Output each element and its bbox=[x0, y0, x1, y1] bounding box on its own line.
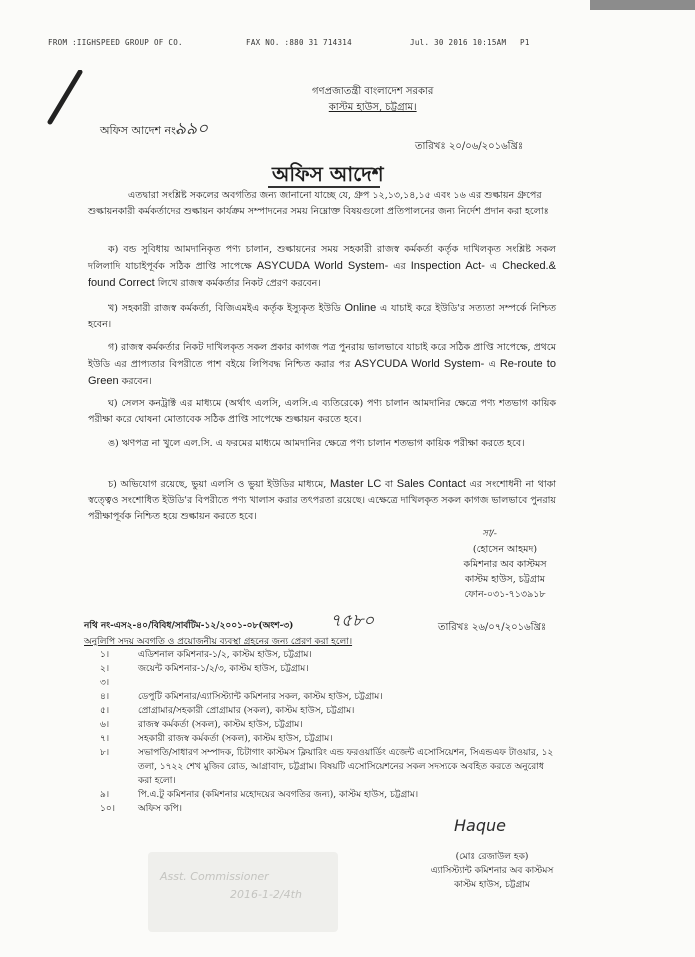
list-item-number: ৬। bbox=[100, 720, 110, 730]
assistant-commissioner-designation: এ্যাসিস্ট্যান্ট কমিশনার অব কাস্টমস bbox=[430, 866, 554, 876]
assistant-commissioner-name: (মোঃ রেজাউল হক) bbox=[455, 852, 529, 862]
fax-date: Jul. 30 2016 10:15AM bbox=[410, 38, 507, 47]
list-item-number: ৩। bbox=[100, 678, 110, 688]
clause-umo bbox=[88, 436, 556, 452]
list-item-text: এডিশনাল কমিশনার-১/২, কাস্টম হাউস, চট্টগ্রাম। bbox=[138, 650, 312, 660]
list-item bbox=[100, 732, 560, 746]
office-address: কাস্টম হাউস, চট্টগ্রাম। bbox=[328, 102, 417, 113]
clause-cha bbox=[88, 476, 556, 525]
assistant-commissioner-signature: Haque bbox=[454, 816, 506, 835]
order-number-label: অফিস আদেশ নং- bbox=[100, 124, 180, 137]
list-item bbox=[100, 690, 560, 704]
scan-edge-mark bbox=[590, 0, 695, 10]
list-item-number: ৯। bbox=[100, 790, 110, 800]
list-item bbox=[100, 802, 560, 816]
list-item bbox=[100, 746, 560, 788]
clause-ga-text-3: এ bbox=[488, 359, 496, 370]
fax-number: FAX NO. :880 31 714314 bbox=[246, 38, 352, 47]
list-item-text: সভাপতি/সাধারণ সম্পাদক, চিটাগাং কাস্টমস ক্লিয়ারিং এন্ড ফরওয়ার্ডিং এজেন্ট এসোসিয়েশন, সিএন্ডএফ টাওয়ার, ১২ তলা, ১৭২২ শেখ মুজিব রোড, আগ্রাবাদ, চট্টগ্রাম। বিষয়টি এসোসিয়েশনের সকল সদস্যকে অবহিত করতে অনুরোধ করা হলো। bbox=[138, 748, 554, 786]
commissioner-initial: সা/- bbox=[482, 529, 497, 539]
clause-gha bbox=[88, 396, 556, 428]
government-header bbox=[312, 84, 433, 116]
commissioner-office: কাস্টম হাউস, চট্টগ্রাম bbox=[464, 574, 546, 585]
list-item-number: ২। bbox=[100, 664, 110, 674]
clause-ka bbox=[88, 242, 556, 292]
file-number-handwritten: ৭৫৮০ bbox=[330, 611, 375, 631]
commissioner-signature-block bbox=[405, 542, 605, 602]
clause-umo-text: ঙ) ঋণপত্র না খুলে এল.সি. এ ফরমের মাধ্যমে আমদানির ক্ষেত্রে পণ্য চালান শতভাগ কায়িক পরীক্ষা করতে হবে। bbox=[108, 438, 525, 449]
commissioner-name: (হোসেন আহমদ) bbox=[472, 544, 538, 555]
copy-intro: অনুলিপি সদয় অবগতি ও প্রয়োজনীয় ব্যবস্থা গ্রহনের জন্য প্রেরণ করা হলো। bbox=[84, 637, 353, 647]
faded-stamp-text-2: 2016-1-2/4th bbox=[230, 888, 302, 901]
clause-ka-text-7: লিখে রাজস্ব কর্মকর্তার নিকট প্রেরণ করবেন। bbox=[157, 278, 321, 289]
clause-cha-text-5: এর সংশোধনী না থাকা স্বত্ত্বেও সংশোধিত ইউডি'র বিপরীতে পণ্য খালাস করার তৎপরতা রয়েছে। এক্ষেত্রে দাখিলকৃত সকল কাগজ ভালভাবে পুনরায় পরীক্ষাপূর্বক নিশ্চিত হয়ে শুল্কায়ন করতে হবে। bbox=[88, 479, 557, 522]
fax-page: P1 bbox=[520, 38, 530, 47]
list-item-number: ৭। bbox=[100, 734, 110, 744]
clause-ga-text-2: ASYCUDA World System- bbox=[354, 358, 485, 370]
document-heading: অফিস আদেশ bbox=[272, 162, 384, 186]
list-item bbox=[100, 704, 560, 718]
list-item bbox=[100, 676, 560, 690]
clause-ka-text-5: এ bbox=[489, 261, 498, 272]
assistant-commissioner-office: কাস্টম হাউস, চট্টগ্রাম bbox=[454, 880, 530, 890]
order-number-handwritten: ৯৯০ bbox=[175, 119, 209, 139]
pen-slash-mark bbox=[44, 70, 84, 125]
clause-kha-text-3: এ যাচাই করে ইউডি'র সত্যতা সম্পর্কে নিশ্চিত হবেন। bbox=[88, 303, 556, 330]
clause-ka-text-1: ক) বন্ড সুবিধায় আমদানিকৃত পণ্য চালান, শুল্কায়নের সময় সহকারী রাজস্ব কর্মকর্তা কর্তৃক দাখিলকৃত সংশ্লিষ্ট সকল দলিলাদি যাচাইপূর্বক সঠিক প্রাপ্তি সাপেক্ষে bbox=[88, 244, 556, 272]
list-item-number: ১০। bbox=[100, 804, 115, 814]
file-number: নথি নং-এস২-৪০/বিবিধ/সার্বটিম-১২/২০০১-০৮(অংশ-৩) bbox=[84, 621, 294, 631]
list-item-text: পি.এ.টু কমিশনার (কমিশনার মহোদয়ের অবগতির জন্য), কাস্টম হাউস, চট্টগ্রাম। bbox=[138, 790, 419, 800]
clause-ka-text-2: ASYCUDA World System- bbox=[256, 260, 389, 272]
clause-cha-text-3: বা bbox=[385, 479, 394, 490]
copy-date: তারিখঃ ২৬/০৭/২০১৬খ্রিঃ bbox=[438, 622, 547, 633]
commissioner-phone: ফোন-০৩১-৭১৩৯১৮ bbox=[464, 589, 546, 600]
list-item bbox=[100, 788, 560, 802]
government-name: গণপ্রজাতন্ত্রী বাংলাদেশ সরকার bbox=[312, 86, 434, 97]
list-item-number: ৫। bbox=[100, 706, 110, 716]
copy-recipients-list bbox=[100, 648, 560, 816]
clause-kha-text-2: Online bbox=[344, 302, 377, 314]
list-item-number: ৪। bbox=[100, 692, 110, 702]
clause-kha bbox=[88, 300, 556, 333]
faded-stamp-text: Asst. Commissioner bbox=[160, 870, 269, 883]
intro-paragraph: এতদ্বারা সংশ্লিষ্ট সকলের অবগতির জন্য জানানো যাচ্ছে যে, গ্রুপ ১২,১৩,১৪,১৫ এবং ১৬ এর শুল্কায়ন গ্রুপের শুল্কায়নকারী কর্মকর্তাদের শুল্কায়ন কার্যক্রম সম্পাদনের সময় নিম্নোক্ত বিষয়গুলো প্রতিপালনের জন্য নির্দেশ প্রদান করা হলোঃ bbox=[88, 190, 549, 217]
list-item-text: প্রোগ্রামার/সহকারী প্রোগ্রামার (সকল), কাস্টম হাউস, চট্টগ্রাম। bbox=[138, 706, 355, 716]
list-item-text: ডেপুটি কমিশনার/এ্যাসিস্ট্যান্ট কমিশনার সকল, কাস্টম হাউস, চট্টগ্রাম। bbox=[138, 692, 383, 702]
order-date: তারিখঃ ২০/০৬/২০১৬খ্রিঃ bbox=[415, 141, 524, 152]
list-item-text: রাজস্ব কর্মকর্তা (সকল), কাস্টম হাউস, চট্টগ্রাম। bbox=[138, 720, 303, 730]
list-item-text bbox=[138, 678, 141, 688]
list-item bbox=[100, 662, 560, 676]
clause-cha-text-4: Sales Contact bbox=[396, 478, 466, 490]
clause-cha-text-1: চ) অভিযোগ রয়েছে, ভুয়া এলসি ও ভুয়া ইউডির মাধ্যমে, bbox=[108, 479, 327, 490]
clause-ga-text-5: করবেন। bbox=[121, 376, 152, 387]
clause-ga-text-1: গ) রাজস্ব কর্মকর্তার নিকট দাখিলকৃত সকল প্রকার কাগজ পত্র পুনরায় ভালভাবে যাচাই করে সঠিক প্রাপ্তি সাপেক্ষে, প্রথমে ইউডি এর প্রাপ্যতার বিপরীতে পাশ বইয়ে লিপিবদ্ধ নিশ্চিত করার পর bbox=[88, 342, 556, 370]
clause-cha-text-2: Master LC bbox=[329, 478, 382, 490]
clause-ka-text-3: এর bbox=[393, 261, 406, 272]
list-item bbox=[100, 718, 560, 732]
clause-ka-text-4: Inspection Act- bbox=[410, 260, 485, 272]
assistant-commissioner-signature-block bbox=[392, 850, 592, 892]
list-item bbox=[100, 648, 560, 662]
clause-gha-text: ঘ) সেলস কনট্রাক্ট এর মাধ্যমে (অর্থাৎ এলসি, এলসি.এ ব্যতিরেকে) পণ্য চালান আমদানির ক্ষেত্রে পণ্য শতভাগ কায়িক পরীক্ষা করে ঘোষনা মোতাবেক সঠিক প্রাপ্তি সাপেক্ষে শুল্কায়ন করতে হবে। bbox=[88, 398, 556, 425]
list-item-number: ১। bbox=[100, 650, 110, 660]
clause-ga bbox=[88, 340, 556, 390]
list-item-text: সহকারী রাজস্ব কর্মকর্তা (সকল), কাস্টম হাউস, চট্টগ্রাম। bbox=[138, 734, 333, 744]
commissioner-designation: কমিশনার অব কাস্টমস bbox=[463, 559, 547, 570]
fax-from: FROM :IIGHSPEED GROUP OF CO. bbox=[48, 38, 183, 47]
list-item-number: ৮। bbox=[100, 748, 110, 758]
clause-kha-text-1: খ) সহকারী রাজস্ব কর্মকর্তা, বিজিএমইএ কর্তৃক ইস্যুকৃত ইউডি bbox=[108, 303, 341, 314]
clause-ga-text-4: Re-route to Green bbox=[88, 358, 556, 387]
clause-ka-text-6: Checked.& found Correct bbox=[88, 260, 556, 289]
list-item-text: জয়েন্ট কমিশনার-১/২/৩, কাস্টম হাউস, চট্টগ্রাম। bbox=[138, 664, 309, 674]
list-item-text: অফিস কপি। bbox=[138, 804, 182, 814]
